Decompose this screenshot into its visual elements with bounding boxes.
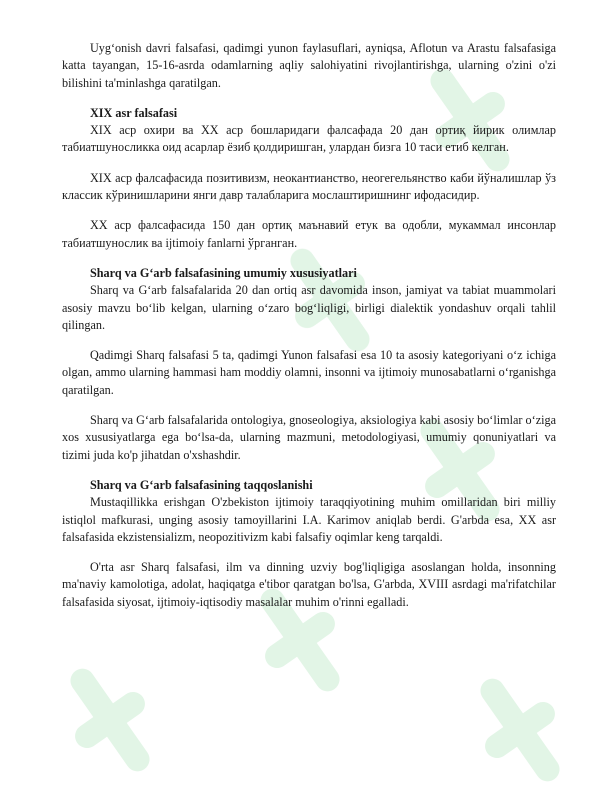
document-page (62, 40, 556, 611)
heading-comparison: Sharq va G‘arb falsafasining taqqoslanishi (90, 477, 313, 492)
paragraph-middle-ages: O'rta asr Sharq falsafasi, ilm va dinning uzviy bog'liqligiga asoslangan holda, insonning ma'naviy kamolotiga, adolat, haqiqatga e'tibor qaratgan bo'lsa, G'arbda, XVIII asrdagi ma'rifatchilar falsafasida siyosat, ijtimoiy-iqtisodiy masalalar muhim o'rinni egalladi. (62, 560, 556, 609)
paragraph-xx-century: XX аср фалсафасида 150 дан ортиқ маънавий етук ва одобли, мукаммал инсонлар табиатшунослик ва ijtimoiy fanlarni ўрганган. (62, 218, 556, 250)
paragraph-east-west-themes: Sharq va G‘arb falsafalarida 20 dan ortiq asr davomida inson, jamiyat va tabiat muammolari asosiy mavzu bo‘lib kelgan, ularning o‘zaro bog‘liqligi, birligi dialektik yondashuv orqali tahlil qilingan. (62, 283, 556, 332)
paragraph-ontology: Sharq va G‘arb falsafalarida ontologiya, gnoseologiya, aksiologiya kabi asosiy bo‘limlar o‘ziga xos xususiyatlarga ega bo‘lsa-da, ularning mazmuni, metodologiyasi, umumiy qonuniyatlari va tizimi juda ko'p jihatdan o'xshashdir. (62, 413, 556, 462)
paragraph-xix-positivism: XIX аср фалсафасида позитивизм, неокантианство, неогегельянство каби йўналишлар ўз классик кўринишларини янги давр талабларига мослаштиришнинг ифодасидир. (62, 170, 556, 203)
paragraph-xix-end: XIX аср охири ва XX аср бошларидаги фалсафада 20 дан ортиқ йирик олимлар табиатшуносликка оид асарлар ёзиб қолдиришган, улардан бизга 10 таси етиб келган. (62, 123, 556, 155)
paragraph-ancient-categories: Qadimgi Sharq falsafasi 5 ta, qadimgi Yunon falsafasi esa 10 ta asosiy kategoriyani o‘z ichiga olgan, ammo ularning hammasi ham moddiy olamni, insonni va ijtimoiy munosabatlarni o‘rganishga qaratilgan. (62, 348, 556, 397)
heading-xix-century: XIX asr falsafasi (90, 105, 178, 120)
paragraph-renaissance: Uyg‘onish davri falsafasi, qadimgi yunon faylasuflari, ayniqsa, Aflotun va Arastu falsafasiga katta tayangan, 15-16-asrda odamlarning aqliy salohiyatini rivojlantirishga, ularning o'zini o'zi bilishini ta'minlashga qaratilgan. (62, 41, 556, 90)
heading-common-features: Sharq va G‘arb falsafasining umumiy xususiyatlari (90, 265, 357, 280)
paragraph-independence: Mustaqillikka erishgan O'zbekiston ijtimoiy taraqqiyotining muhim omillaridan biri milliy istiqlol mafkurasi, unging asosiy tamoyillarini I.A. Karimov aniqlab berdi. G'arbda esa, XX asr falsafasida ekzistensializm, neopozitivizm kabi falsafiy oqimlar keng tarqaldi. (62, 495, 556, 544)
